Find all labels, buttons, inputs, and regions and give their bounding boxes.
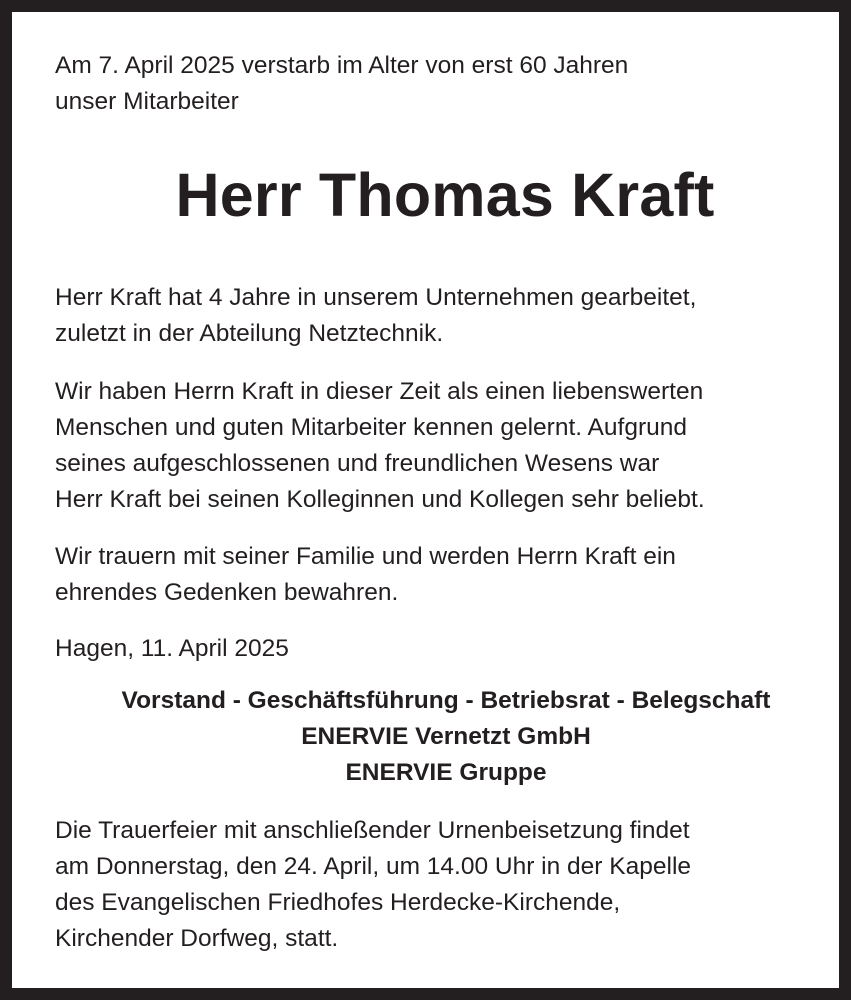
obituary-content	[55, 48, 835, 952]
place-date: Hagen, 11. April 2025	[55, 635, 289, 662]
mourning-paragraph: Wir trauern mit seiner Familie und werden Herrn Kraft ein ehrendes Gedenken bewahren.	[55, 543, 676, 606]
signature-block	[55, 683, 837, 791]
obituary-body	[55, 280, 835, 957]
employment-paragraph: Herr Kraft hat 4 Jahre in unserem Unternehmen gearbeitet, zuletzt in der Abteilung Netztechnik.	[55, 284, 697, 347]
signature-line-groups: Vorstand - Geschäftsführung - Betriebsrat - Belegschaft	[121, 687, 771, 714]
funeral-details: Die Trauerfeier mit anschließender Urnenbeisetzung findet am Donnerstag, den 24. April, um 14.00 Uhr in der Kapelle des Evangelischen Friedhofes Herdecke-Kirchende, Kirchender Dorfweg, statt.	[55, 817, 692, 952]
signature-line-group: ENERVIE Gruppe	[345, 759, 547, 786]
deceased-name: Herr Thomas Kraft	[175, 161, 715, 229]
intro-text: Am 7. April 2025 verstarb im Alter von erst 60 Jahren unser Mitarbeiter	[55, 52, 629, 115]
signature-line-company: ENERVIE Vernetzt GmbH	[301, 723, 591, 750]
tribute-paragraph: Wir haben Herrn Kraft in dieser Zeit als einen liebenswerten Menschen und guten Mitarbeiter kennen gelernt. Aufgrund seines aufgeschlossenen und freundlichen Wesens war Herr Kraft bei seinen Kolleginnen und Kollegen sehr beliebt.	[55, 378, 705, 513]
